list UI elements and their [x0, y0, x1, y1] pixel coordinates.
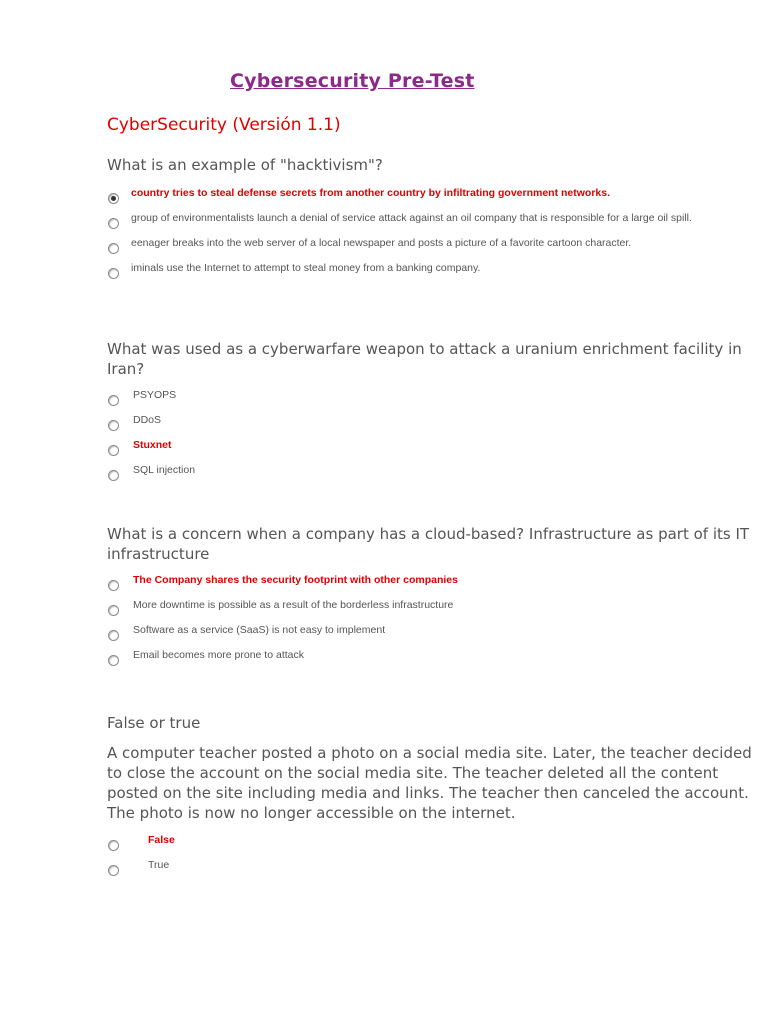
- option-label: False: [148, 834, 175, 846]
- test-version-heading: CyberSecurity (Versión 1.1): [107, 115, 341, 135]
- question-4-heading: False or true: [107, 714, 201, 732]
- question-4-text: A computer teacher posted a photo on a social media site. Later, the teacher decided to close the account on the social media site. The teacher deleted all the content posted on the site including media and links. The teacher then canceled the account. The photo is now no longer accessible on the internet.: [107, 744, 752, 822]
- option-label: True: [148, 859, 170, 871]
- option-label: Software as a service (SaaS) is not easy to implement: [133, 624, 386, 636]
- option-label: country tries to steal defense secrets from another country by infiltrating government networks.: [131, 187, 611, 199]
- option-row[interactable]: [108, 464, 758, 489]
- option-label: The Company shares the security footprint with other companies: [133, 574, 458, 586]
- option-row[interactable]: [108, 624, 758, 649]
- question-1-options: [108, 187, 758, 287]
- option-label: DDoS: [133, 414, 162, 426]
- question-3-options: [108, 574, 758, 674]
- option-row[interactable]: [108, 599, 758, 624]
- option-label: group of environmentalists launch a denial of service attack against an oil company that is responsible for a large oil spill.: [131, 212, 692, 224]
- radio-button[interactable]: [108, 243, 119, 254]
- radio-button[interactable]: [108, 630, 119, 641]
- option-row[interactable]: [108, 389, 758, 414]
- radio-button[interactable]: [108, 605, 119, 616]
- radio-button[interactable]: [108, 268, 119, 279]
- option-row[interactable]: [108, 414, 758, 439]
- option-row[interactable]: [108, 212, 758, 237]
- option-row[interactable]: [108, 439, 758, 464]
- question-2-text: What was used as a cyberwarfare weapon to attack a uranium enrichment facility in Iran?: [107, 340, 742, 378]
- option-row[interactable]: [108, 187, 758, 212]
- option-label: PSYOPS: [133, 389, 177, 401]
- radio-button[interactable]: [108, 445, 119, 456]
- question-4-options: [108, 834, 758, 884]
- radio-button[interactable]: [108, 580, 119, 591]
- option-label: More downtime is possible as a result of the borderless infrastructure: [133, 599, 454, 611]
- option-row[interactable]: [108, 262, 758, 287]
- radio-button[interactable]: [108, 420, 119, 431]
- question-3-text: What is a concern when a company has a cloud-based? Infrastructure as part of its IT infrastructure: [107, 525, 750, 563]
- option-label: eenager breaks into the web server of a local newspaper and posts a picture of a favorite cartoon character.: [131, 237, 632, 249]
- option-row[interactable]: [108, 237, 758, 262]
- radio-button[interactable]: [108, 470, 119, 481]
- radio-button[interactable]: [108, 840, 119, 851]
- radio-button[interactable]: [108, 395, 119, 406]
- option-label: iminals use the Internet to attempt to steal money from a banking company.: [131, 262, 481, 274]
- option-label: Stuxnet: [133, 439, 172, 451]
- option-row[interactable]: [108, 859, 758, 884]
- radio-button[interactable]: [108, 865, 119, 876]
- radio-button[interactable]: [108, 218, 119, 229]
- question-2-options: [108, 389, 758, 489]
- radio-button-selected[interactable]: [108, 193, 119, 204]
- option-label: Email becomes more prone to attack: [133, 649, 304, 661]
- option-row[interactable]: [108, 834, 758, 859]
- option-row[interactable]: [108, 574, 758, 599]
- option-label: SQL injection: [133, 464, 196, 476]
- option-row[interactable]: [108, 649, 758, 674]
- radio-button[interactable]: [108, 655, 119, 666]
- page-title: Cybersecurity Pre-Test: [230, 70, 475, 92]
- question-1-text: What is an example of "hacktivism"?: [107, 156, 383, 174]
